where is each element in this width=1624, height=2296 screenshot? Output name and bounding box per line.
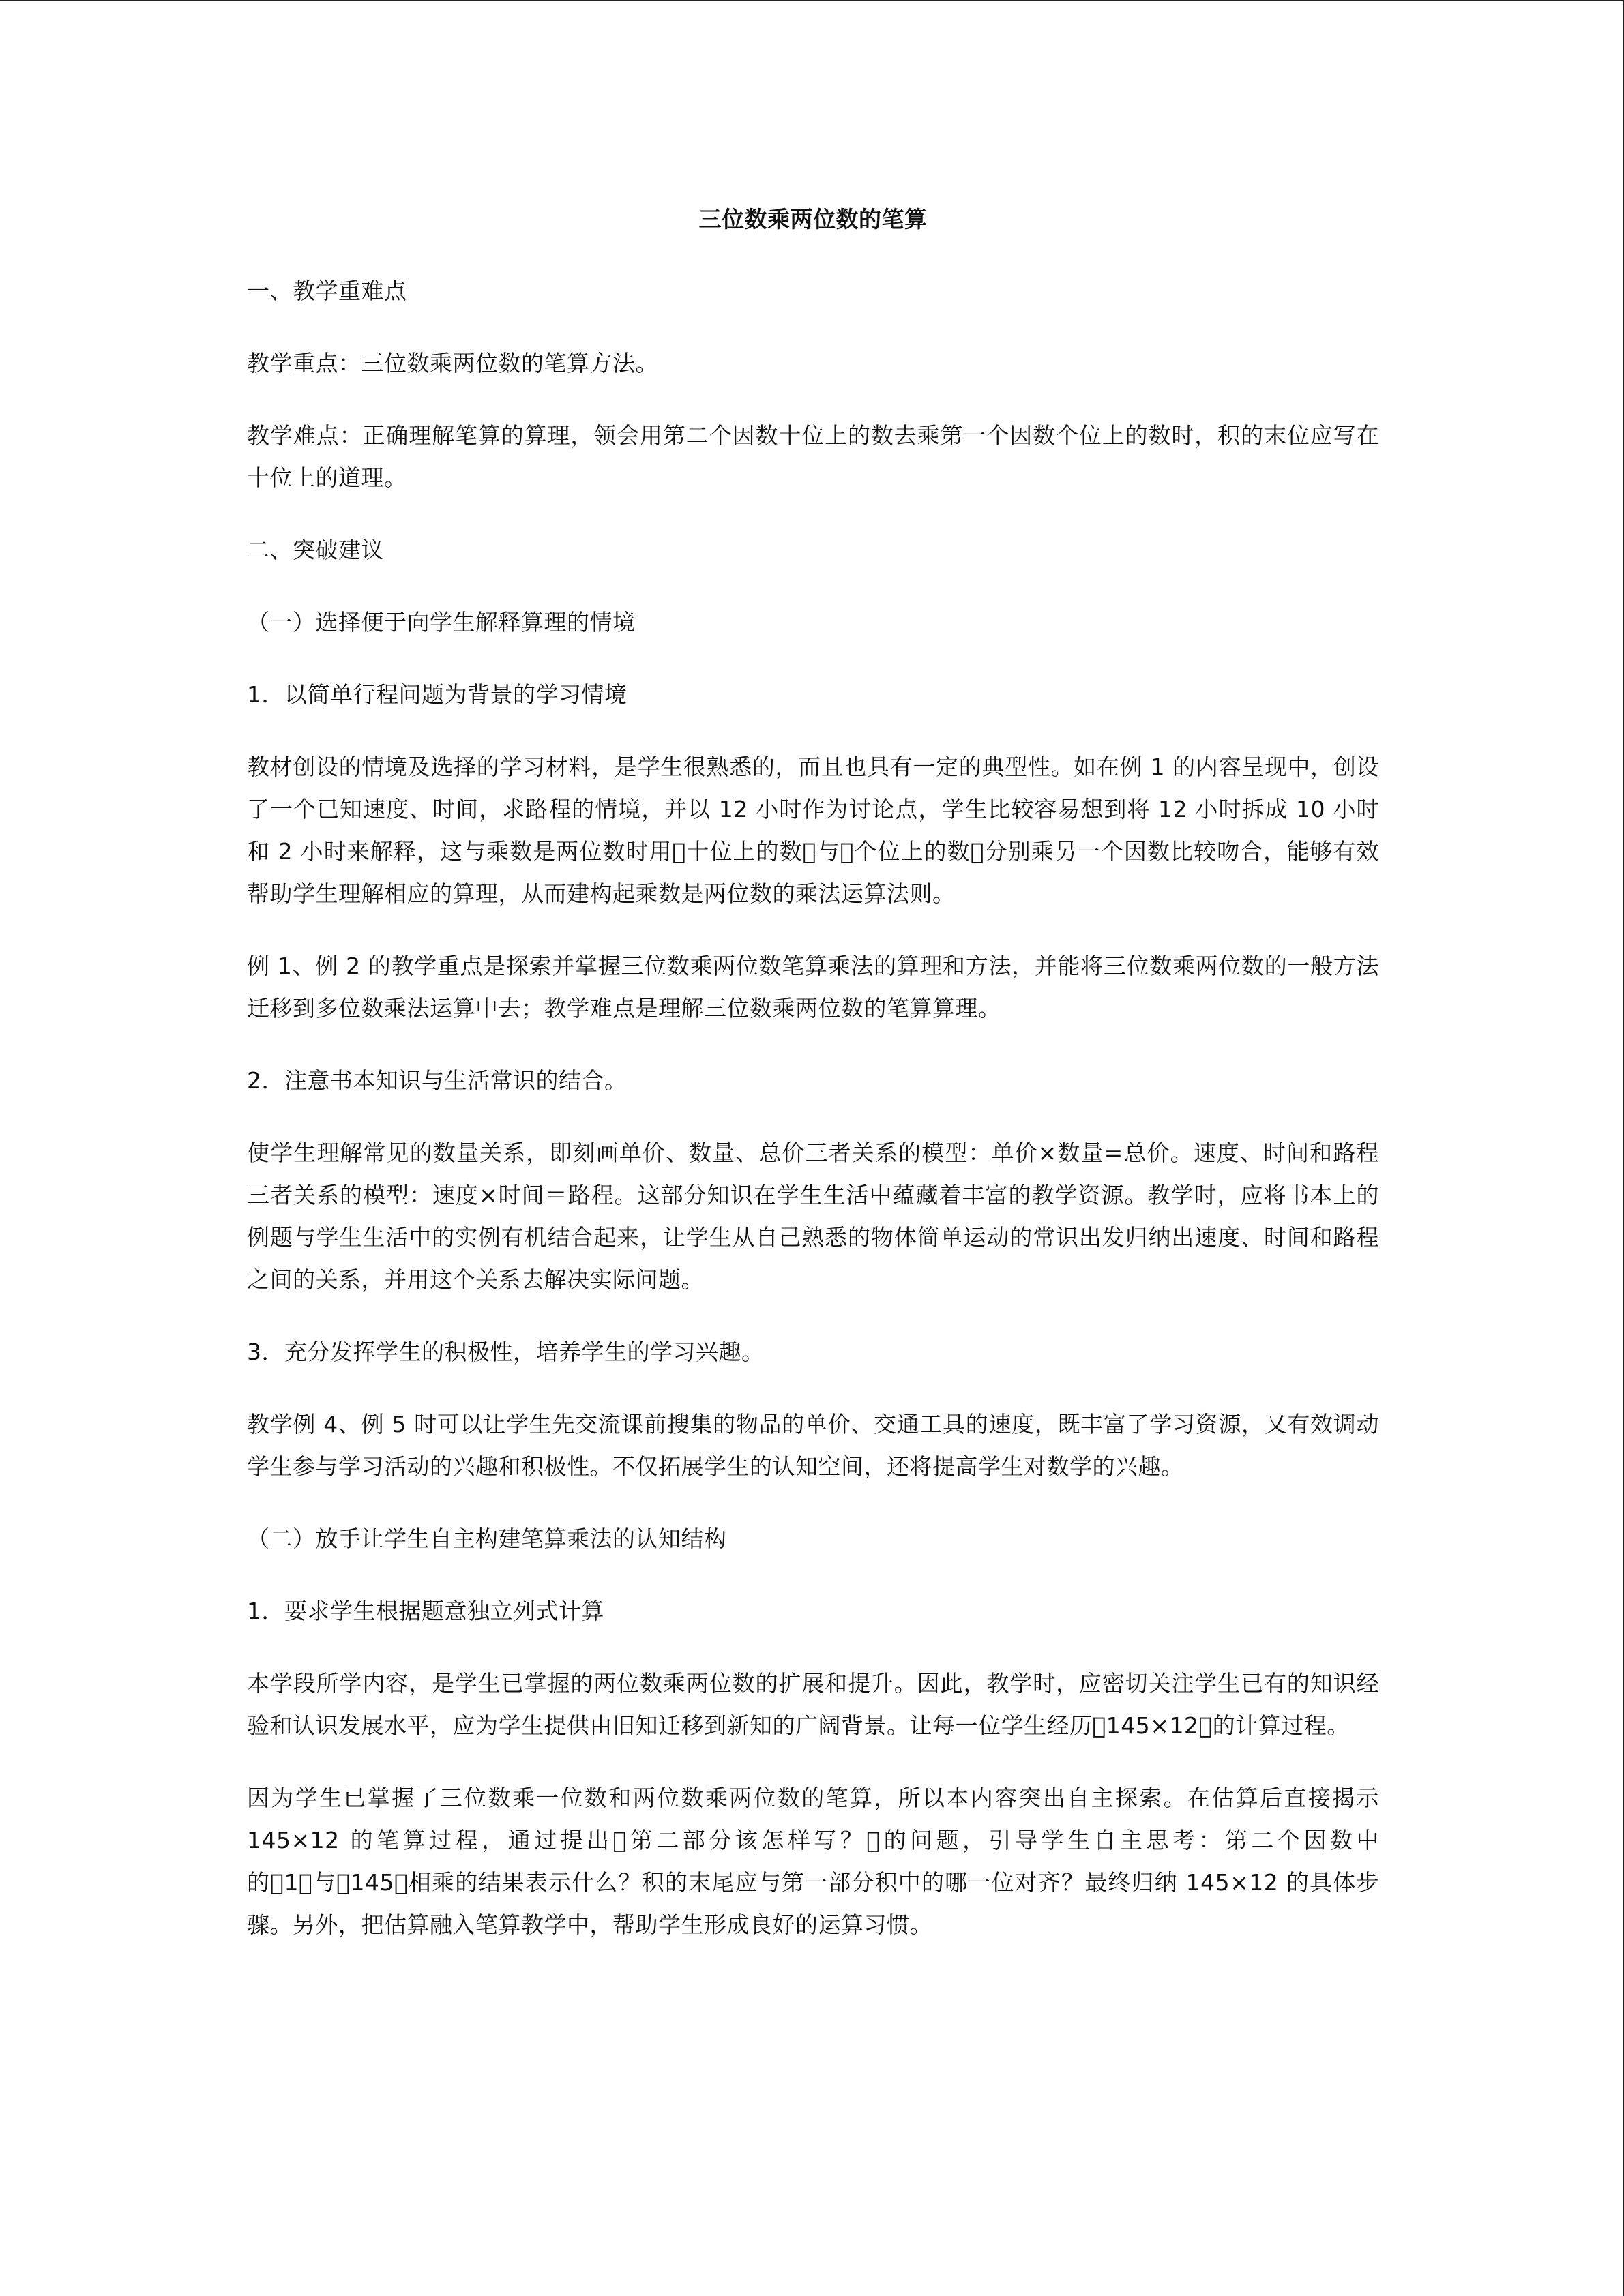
- paragraph-self-exploration: 因为学生已掌握了三位数乘一位数和两位数乘两位数的笔算，所以本内容突出自主探索。在估算后直接揭示 145×12 的笔算过程，通过提出 第二部分该怎样写？ 的问题，引导学生自主思考：第二个因数中的 1 与 145 相乘的结果表示什么？积的末尾应与第一部分积中的哪一位对齐？最终归纳 145×12 的具体步骤。另外，把估算融入笔算教学中，帮助学生形成良好的运算习惯。: [247, 1785, 1379, 1938]
- paragraph-quantity-relations: 使学生理解常见的数量关系，即刻画单价、数量、总价三者关系的模型：单价×数量=总价。速度、时间和路程三者关系的模型：速度×时间＝路程。这部分知识在学生生活中蕴藏着丰富的教学资源。教学时，应将书本上的例题与学生生活中的实例有机结合起来，让学生从自己熟悉的物体简单运动的常识出发归纳出速度、时间和路程之间的关系，并用这个关系去解决实际问题。: [247, 1139, 1379, 1293]
- item-heading-1-1: 1．以简单行程问题为背景的学习情境: [247, 681, 628, 708]
- subsection-heading-2: （二）放手让学生自主构建笔算乘法的认知结构: [247, 1525, 727, 1552]
- item-heading-2-1: 1．要求学生根据题意独立列式计算: [247, 1598, 604, 1624]
- item-heading-1-2: 2．注意书本知识与生活常识的结合。: [247, 1067, 628, 1094]
- paragraph-difficult-point: 教学难点：正确理解笔算的算理，领会用第二个因数十位上的数去乘第一个因数个位上的数时，积的末位应写在十位上的道理。: [247, 422, 1379, 491]
- paragraph-example-focus: 例 1、例 2 的教学重点是探索并掌握三位数乘两位数笔算乘法的算理和方法，并能将三位数乘两位数的一般方法迁移到多位数乘法运算中去；教学难点是理解三位数乘两位数的笔算算理。: [247, 953, 1379, 1022]
- section-heading-difficulties: 一、教学重难点: [247, 278, 407, 304]
- paragraph-examples-4-5: 教学例 4、例 5 时可以让学生先交流课前搜集的物品的单价、交通工具的速度，既丰富了学习资源，又有效调动学生参与学习活动的兴趣和积极性。不仅拓展学生的认知空间，还将提高学生对数学的兴趣。: [247, 1411, 1379, 1480]
- paragraph-key-point: 教学重点：三位数乘两位数的笔算方法。: [247, 350, 658, 376]
- subsection-heading-1: （一）选择便于向学生解释算理的情境: [247, 609, 636, 636]
- paragraph-stage-content: 本学段所学内容，是学生已掌握的两位数乘两位数的扩展和提升。因此，教学时，应密切关注学生已有的知识经验和认识发展水平，应为学生提供由旧知迁移到新知的广阔背景。让每一位学生经历 145×12 的计算过程。: [247, 1670, 1379, 1739]
- section-heading-suggestions: 二、突破建议: [247, 537, 384, 563]
- paragraph-textbook-context: 教材创设的情境及选择的学习材料，是学生很熟悉的，而且也具有一定的典型性。如在例 1 的内容呈现中，创设了一个已知速度、时间，求路程的情境，并以 12 小时作为讨论点，学生比较容易想到将 12 小时拆成 10 小时和 2 小时来解释，这与乘数是两位数时用 十位上的数 与 个位上的数 分别乘另一个因数比较吻合，能够有效帮助学生理解相应的算理，从而建构起乘数是两位数的乘法运算法则。: [247, 754, 1379, 907]
- document-title: 三位数乘两位数的笔算: [698, 206, 928, 233]
- item-heading-1-3: 3．充分发挥学生的积极性，培养学生的学习兴趣。: [247, 1339, 765, 1365]
- document-body: [247, 200, 1379, 1976]
